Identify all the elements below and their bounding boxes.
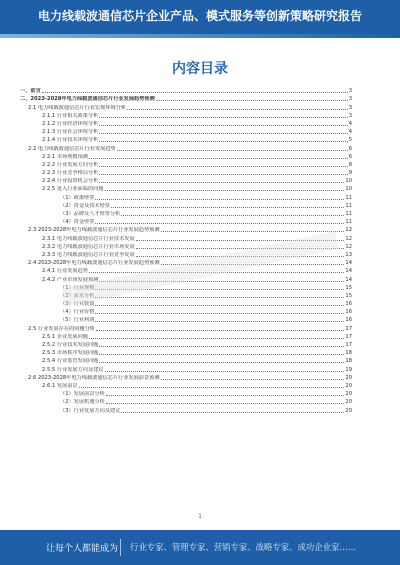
toc-entry[interactable] [20,397,352,405]
toc-entry[interactable] [20,201,352,209]
toc-entry[interactable] [20,356,352,364]
toc-entry-page: 10 [345,178,352,185]
toc-entry-page: 5 [348,137,352,144]
toc-leader-dots [95,321,344,322]
toc-entry-label: 2.2.5 进入行业面临的问题 [42,186,104,193]
toc-leader-dots [99,166,347,167]
toc-leader-dots [96,330,344,331]
toc-entry-page: 3 [348,96,352,103]
footer-roles: 行业专家、管理专家、营销专家、战略专家、成功企业家…… [130,542,357,552]
toc-entry-label: 2.1.4 行业技术环境分析 [42,137,99,144]
toc-entry-page: 14 [345,276,352,283]
toc-entry[interactable] [20,373,352,381]
toc-entry-page: 11 [345,202,352,209]
toc-entry-label: 一、前言 [20,88,41,95]
toc-leader-dots [99,182,344,183]
toc-entry-label: 2.5 行业发展存在的问题分析 [28,325,95,332]
report-footer [0,530,400,565]
toc-entry[interactable] [20,307,352,315]
toc-entry-label: 2.3.1 电力线载波通信芯片行业技术发展 [42,235,135,242]
toc-entry-label: 2.1.1 行业相关政策分析 [42,112,99,119]
toc-leader-dots [99,174,347,175]
toc-entry[interactable] [20,274,352,282]
toc-entry-page: 4 [348,120,352,127]
toc-leader-dots [99,346,344,347]
toc-leader-dots [89,338,344,339]
toc-entry-page: 12 [345,227,352,234]
toc-leader-dots [95,223,344,224]
toc-entry-label: 2.2.4 行业投资机会分析 [42,178,99,185]
toc-entry-page: 8 [348,161,352,168]
toc-leader-dots [156,100,348,101]
toc-entry[interactable] [20,283,352,291]
toc-entry-label: （1）发展前景分析 [60,391,105,398]
toc-entry[interactable] [20,176,352,184]
toc-leader-dots [161,379,345,380]
toc-entry-label: （4）资金壁垒 [60,219,95,226]
footer-slogan: 让每个人都能成为 [46,544,119,554]
toc-entry-label: 2.6 2023-2028年电力线载波通信芯片行业发展前景预测 [28,374,160,381]
toc-entry[interactable] [20,389,352,397]
toc-entry-label: 2.2.3 行业竞争格局分析 [42,170,99,177]
toc-leader-dots [89,158,348,159]
toc-entry[interactable] [20,340,352,348]
toc-entry[interactable] [20,86,352,94]
toc-entry-page: 15 [345,284,352,291]
toc-entry-page: 18 [345,358,352,365]
toc-entry-label: 2.4.2 产业市场发展预测 [42,276,99,283]
toc-leader-dots [106,395,345,396]
toc-leader-dots [136,240,345,241]
toc-entry[interactable] [20,111,352,119]
toc-entry-page: 6 [348,153,352,160]
toc-leader-dots [105,190,345,191]
toc-entry-page: 4 [348,129,352,136]
toc-entry[interactable] [20,135,352,143]
toc-entry-page: 12 [345,235,352,242]
toc-leader-dots [136,256,345,257]
toc-entry-label: （3）品牌及人才壁垒分析 [60,211,121,217]
toc-entry-label: 2.1 电力线载波通信芯片行业宏观环境分析 [28,104,127,111]
toc-entry-page: 17 [345,325,352,332]
toc-entry[interactable] [20,152,352,160]
toc-entry-label: （3）行业数量 [60,301,95,308]
toc-leader-dots [161,231,345,232]
toc-entry[interactable] [20,266,352,274]
toc-leader-dots [121,412,344,413]
toc-entry-page: 17 [345,342,352,348]
toc-entry[interactable] [20,160,352,168]
toc-entry-page: 3 [348,88,352,95]
toc-entry-page: 14 [345,260,352,267]
toc-entry-label: 2.5.4 行业监管发展问题 [42,358,99,365]
toc-entry-page: 11 [345,194,352,201]
toc-leader-dots [99,133,347,134]
toc-leader-dots [127,109,348,110]
toc-entry[interactable] [20,242,352,250]
toc-leader-dots [95,289,344,290]
toc-entry-page: 17 [345,333,352,340]
toc-leader-dots [99,141,347,142]
toc-entry[interactable] [20,291,352,299]
toc-entry-label: 2.2.2 行业发展方向分析 [42,161,99,168]
page-number: 1 [198,513,202,520]
toc-entry-label: （5）行业利润 [60,317,95,324]
toc-entry-page: 20 [345,391,352,398]
toc-entry[interactable] [20,217,352,225]
toc-entry[interactable] [20,323,352,331]
toc-entry-page: 16 [345,301,352,308]
toc-entry-label: （3）行业发展方向及建议 [60,407,121,414]
toc-leader-dots [42,92,348,93]
toc-leader-dots [106,403,345,404]
report-header [0,0,400,34]
toc-entry-page: 9 [348,170,352,177]
toc-leader-dots [161,264,345,265]
toc-entry-label: 2.5.1 企业发展问题 [42,333,88,340]
toc-entry-page: 16 [345,317,352,324]
toc-entry-label: 2.5.2 行业技术发展问题 [42,342,99,348]
toc-entry-label: 2.4 2023-2028年电力线载波通信芯片行业发展趋势预测 [28,260,160,267]
toc-entry-label: 2.1.3 行业社会环境分析 [42,129,99,136]
toc-leader-dots [136,248,345,249]
toc-entry-page: 3 [348,112,352,119]
toc-entry-label: （2）需求分析 [60,292,95,299]
toc-leader-dots [105,371,345,372]
toc-entry-page: 12 [345,243,352,250]
toc-entry[interactable] [20,168,352,176]
toc-entry-page: 16 [345,309,352,316]
toc-entry-label: 2.4.1 行业发展趋势 [42,268,88,275]
toc-entry[interactable] [20,250,352,258]
toc-leader-dots [121,215,344,216]
toc-entry[interactable] [20,102,352,110]
toc-leader-dots [99,281,344,282]
toc-entry[interactable] [20,405,352,413]
toc-entry[interactable] [20,143,352,151]
table-of-contents [20,86,352,414]
toc-leader-dots [117,150,348,151]
footer-divider [120,539,121,556]
toc-entry-label: 2.5.5 行业发展方向及建议 [42,366,104,373]
toc-entry[interactable] [20,348,352,356]
toc-leader-dots [99,354,344,355]
toc-entry-label: 2.2.1 市场规模预测 [42,153,88,160]
toc-entry-page: 3 [348,104,352,111]
toc-entry-label: 二、2023-2028年电力线载波通信芯片行业发展趋势预测 [20,96,155,103]
toc-entry-page: 10 [345,186,352,193]
toc-entry-label: 2.6.1 发展前景 [42,382,78,389]
toc-leader-dots [95,313,344,314]
toc-entry-label: （2）发展机遇分析 [60,399,105,406]
toc-entry-label: 2.2 电力线载波通信芯片行业发展趋势 [28,145,116,152]
toc-entry[interactable] [20,225,352,233]
toc-entry-label: （1）政策壁垒 [60,194,95,201]
toc-entry-page: 20 [345,407,352,414]
toc-leader-dots [95,199,344,200]
toc-entry[interactable] [20,258,352,266]
toc-entry-page: 14 [345,268,352,275]
toc-leader-dots [95,297,344,298]
toc-entry-page: 15 [345,292,352,299]
report-title: 电力线载波通信芯片企业产品、模式服务等创新策略研究报告 [37,9,362,23]
toc-entry-label: 2.1.2 行业经济环境分析 [42,120,99,127]
toc-entry-label: 2.3.2 电力线载波通信芯片行业市场发展 [42,243,135,250]
toc-entry[interactable] [20,94,352,102]
toc-entry-page: 11 [345,219,352,226]
toc-entry-page: 20 [345,374,352,381]
toc-entry-label: 2.5.3 市场秩序发展问题 [42,350,99,357]
toc-entry[interactable] [20,332,352,340]
toc-heading: 内容目录 [172,61,228,77]
toc-entry[interactable] [20,209,352,217]
toc-entry-page: 11 [345,211,352,217]
toc-entry[interactable] [20,315,352,323]
toc-entry-page: 20 [345,382,352,389]
toc-entry-label: （2）资金及技术壁垒 [60,202,110,209]
toc-leader-dots [99,117,347,118]
toc-entry-page: 13 [345,251,352,258]
toc-entry-label: 2.3.3 电力线载波通信芯片行业竞争发展 [42,251,135,258]
toc-entry-label: （4）行业价格 [60,309,95,316]
toc-leader-dots [111,207,344,208]
toc-entry[interactable] [20,381,352,389]
toc-entry[interactable] [20,364,352,372]
toc-leader-dots [89,272,344,273]
toc-entry[interactable] [20,299,352,307]
toc-entry[interactable] [20,184,352,192]
toc-entry[interactable] [20,127,352,135]
toc-entry-label: （1）行业规模 [60,284,95,291]
toc-entry-page: 18 [345,350,352,357]
toc-entry-page: 20 [345,399,352,406]
toc-leader-dots [99,362,344,363]
toc-entry[interactable] [20,119,352,127]
toc-entry[interactable] [20,192,352,200]
toc-leader-dots [95,305,344,306]
header-accent-bar [0,34,400,38]
toc-entry-page: 19 [345,366,352,373]
toc-entry-page: 6 [348,145,352,152]
toc-leader-dots [79,387,345,388]
toc-entry[interactable] [20,233,352,241]
toc-leader-dots [99,125,347,126]
toc-entry-label: 2.3 2023-2028年电力线载波通信芯片行业发展趋势预测 [28,227,160,234]
